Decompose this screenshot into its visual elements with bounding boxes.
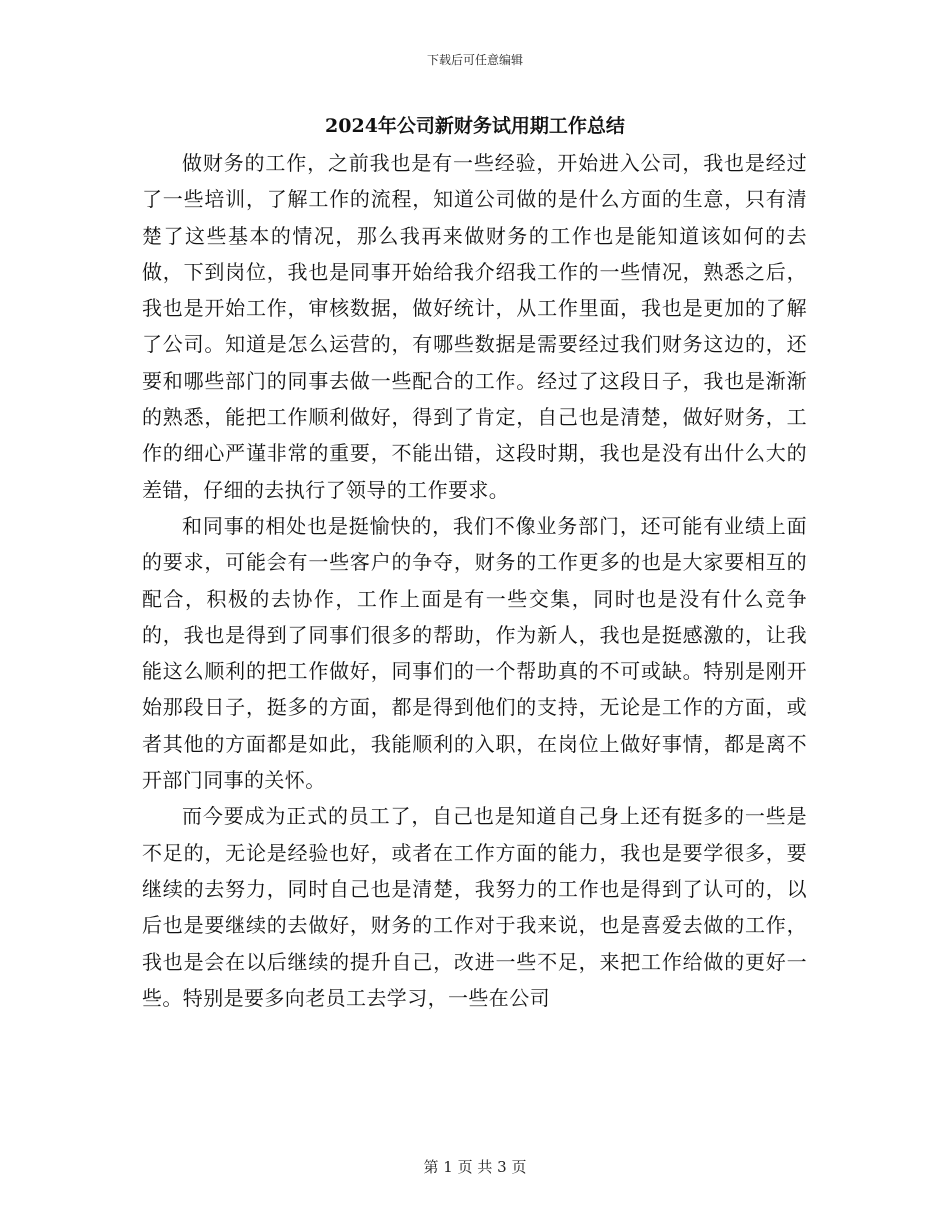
- document-title: 2024年公司新财务试用期工作总结: [325, 115, 625, 137]
- header-note: 下载后可任意编辑: [426, 53, 523, 67]
- paragraph-3: 而今要成为正式的员工了，自己也是知道自己身上还有挺多的一些是不足的，无论是经验也好，或者在工作方面的能力，我也是要学很多，要继续的去努力，同时自己也是清楚，我努力的工作也是得到了认可的，以后也是要继续的去做好，财务的工作对于我来说，也是喜爱去做的工作，我也是会在以后继续的提升自己，改进一些不足，来把工作给做的更好一些。特别是要多向老员工去学习，一些在公司: [142, 804, 807, 1010]
- document-body: [142, 145, 807, 1016]
- page-number: 第 1 页 共 3 页: [423, 1158, 527, 1176]
- paragraph-1: 做财务的工作，之前我也是有一些经验，开始进入公司，我也是经过了一些培训，了解工作的流程，知道公司做的是什么方面的生意，只有清楚了这些基本的情况，那么我再来做财务的工作也是能知道该如何的去做，下到岗位，我也是同事开始给我介绍我工作的一些情况，熟悉之后，我也是开始工作，审核数据，做好统计，从工作里面，我也是更加的了解了公司。知道是怎么运营的，有哪些数据是需要经过我们财务这边的，还要和哪些部门的同事去做一些配合的工作。经过了这段日子，我也是渐渐的熟悉，能把工作顺利做好，得到了肯定，自己也是清楚，做好财务，工作的细心严谨非常的重要，不能出错，这段时期，我也是没有出什么大的差错，仔细的去执行了领导的工作要求。: [142, 151, 807, 502]
- paragraph-2: 和同事的相处也是挺愉快的，我们不像业务部门，还可能有业绩上面的要求，可能会有一些客户的争夺，财务的工作更多的也是大家要相互的配合，积极的去协作，工作上面是有一些交集，同时也是没有什么竞争的，我也是得到了同事们很多的帮助，作为新人，我也是挺感激的，让我能这么顺利的把工作做好，同事们的一个帮助真的不可或缺。特别是刚开始那段日子，挺多的方面，都是得到他们的支持，无论是工作的方面，或者其他的方面都是如此，我能顺利的入职，在岗位上做好事情，都是离不开部门同事的关怀。: [142, 513, 807, 793]
